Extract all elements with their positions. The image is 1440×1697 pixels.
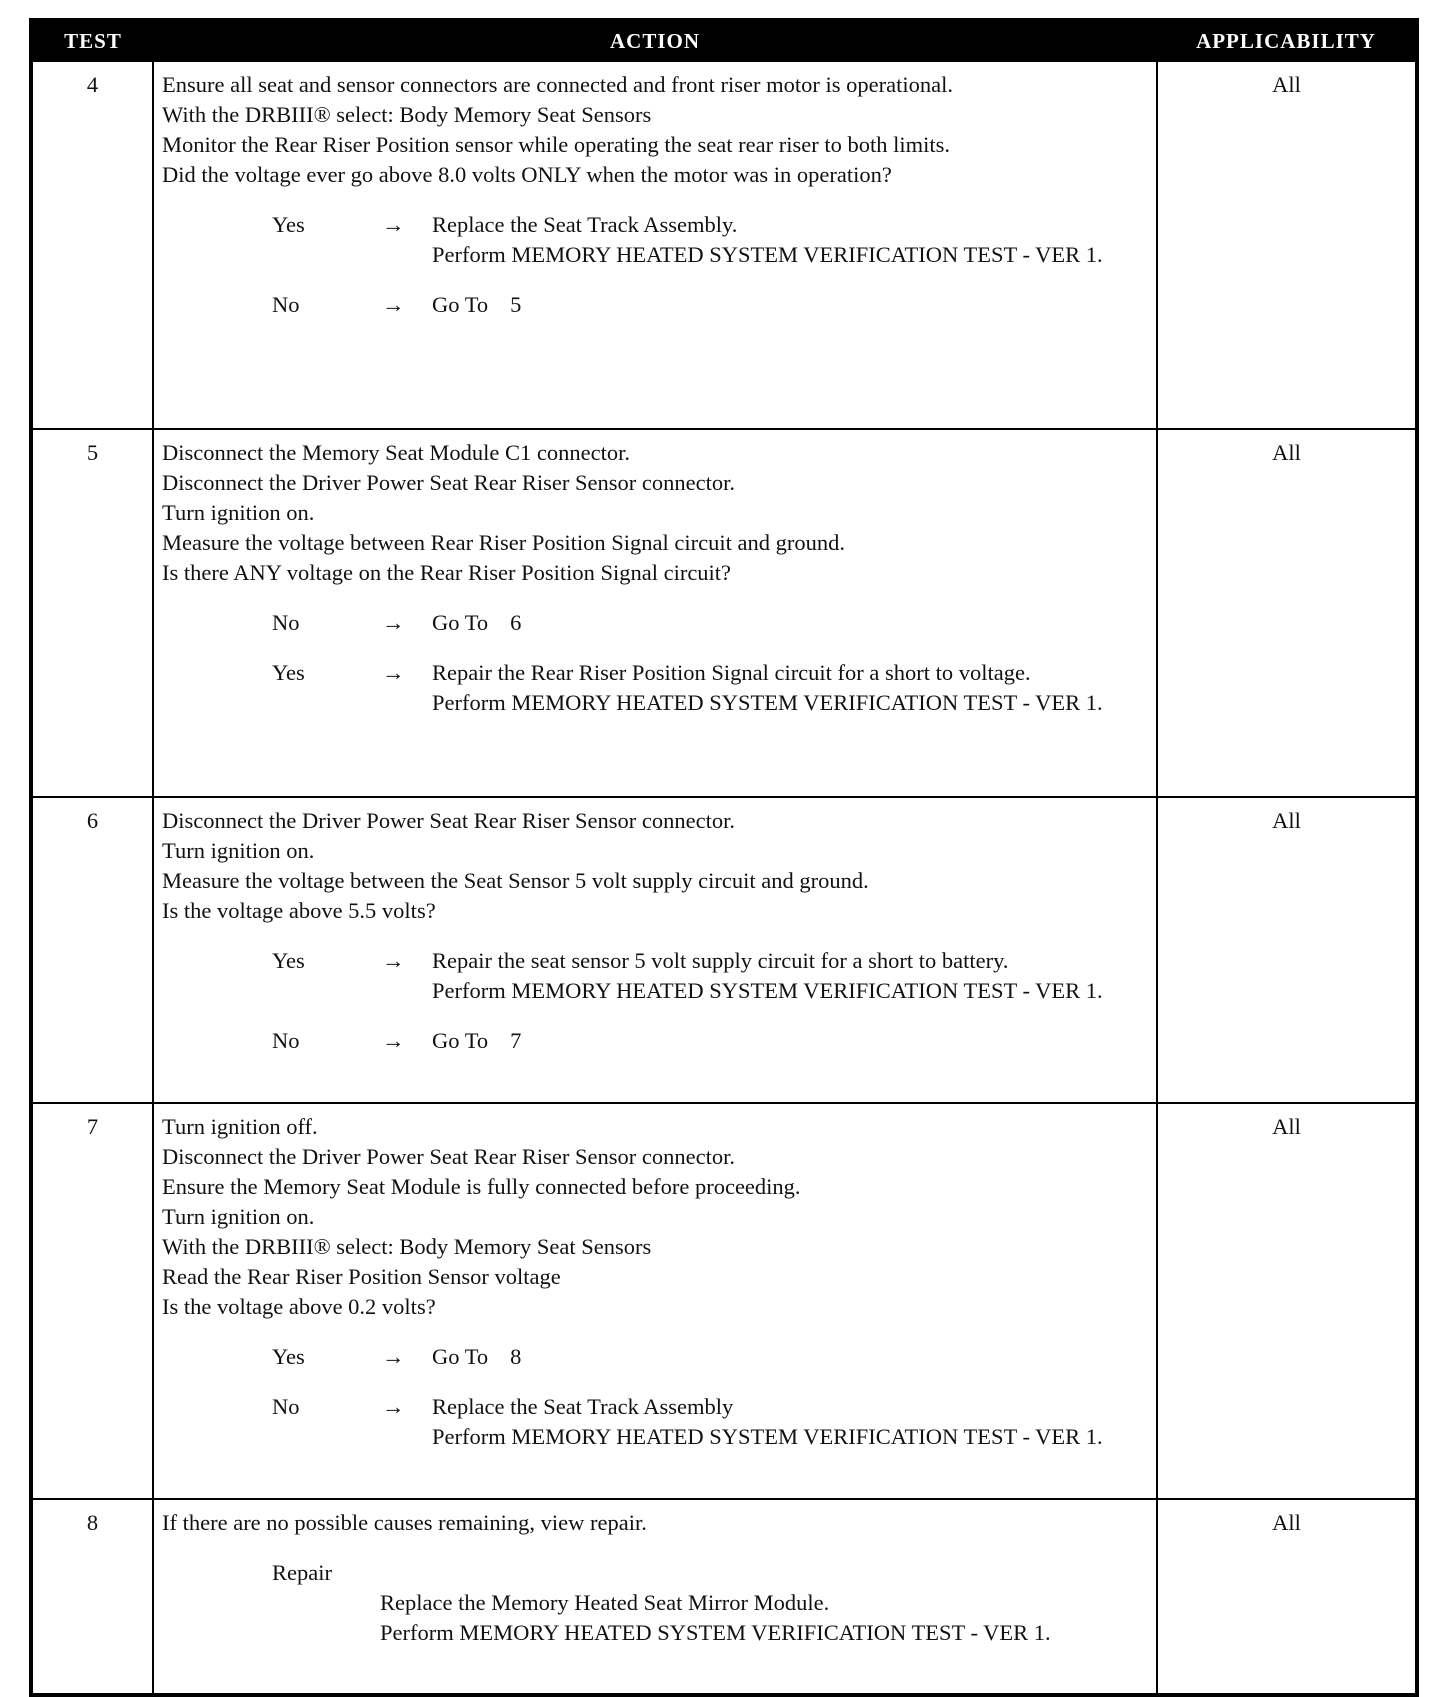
action-line: Did the voltage ever go above 8.0 volts ONLY when the motor was in operation? bbox=[162, 162, 892, 187]
applicability-value: All bbox=[1157, 1499, 1417, 1695]
arrow-icon: → bbox=[382, 660, 405, 685]
action-line: Monitor the Rear Riser Position sensor while operating the seat rear riser to both limits. bbox=[162, 132, 950, 157]
arrow-icon: → bbox=[382, 610, 405, 635]
answer-line: Perform MEMORY HEATED SYSTEM VERIFICATION TEST - VER 1. bbox=[432, 978, 1103, 1003]
applicability-value: All bbox=[1157, 429, 1417, 797]
applicability-value: All bbox=[1157, 797, 1417, 1103]
action-line: With the DRBIII® select: Body Memory Seat Sensors bbox=[162, 102, 652, 127]
table-header-row bbox=[31, 20, 1417, 61]
table-row-test-8 bbox=[31, 1499, 1417, 1695]
action-line: Disconnect the Driver Power Seat Rear Riser Sensor connector. bbox=[162, 1144, 735, 1169]
answer-line: Replace the Seat Track Assembly. bbox=[432, 212, 738, 237]
arrow-icon: → bbox=[382, 948, 405, 973]
repair-line: Perform MEMORY HEATED SYSTEM VERIFICATION TEST - VER 1. bbox=[380, 1620, 1051, 1645]
answer-line: Repair the Rear Riser Position Signal circuit for a short to voltage. bbox=[432, 660, 1031, 685]
action-cell bbox=[153, 1103, 1157, 1499]
answer-line: Perform MEMORY HEATED SYSTEM VERIFICATION TEST - VER 1. bbox=[432, 1424, 1103, 1449]
answer-no bbox=[162, 608, 1148, 638]
applicability-value: All bbox=[1157, 1103, 1417, 1499]
test-number: 5 bbox=[31, 429, 153, 797]
repair-body bbox=[162, 1588, 1148, 1648]
action-line: If there are no possible causes remaining, view repair. bbox=[162, 1510, 647, 1535]
answer-label: Yes bbox=[272, 1344, 305, 1369]
arrow-icon: → bbox=[382, 1028, 405, 1053]
action-line: Is the voltage above 5.5 volts? bbox=[162, 898, 436, 923]
goto-target: 8 bbox=[510, 1344, 522, 1369]
goto-text: Go To bbox=[432, 610, 489, 635]
answer-no bbox=[162, 290, 1148, 320]
answer-yes bbox=[162, 1342, 1148, 1372]
action-line: Turn ignition on. bbox=[162, 838, 315, 863]
answer-label: No bbox=[272, 292, 300, 317]
arrow-icon: → bbox=[382, 1394, 405, 1419]
action-line: Ensure the Memory Seat Module is fully connected before proceeding. bbox=[162, 1174, 801, 1199]
answer-label: Yes bbox=[272, 212, 305, 237]
action-line: Ensure all seat and sensor connectors are connected and front riser motor is operational. bbox=[162, 72, 953, 97]
test-number: 4 bbox=[31, 61, 153, 429]
answer-yes bbox=[162, 210, 1148, 270]
answer-line: Replace the Seat Track Assembly bbox=[432, 1394, 734, 1419]
action-cell bbox=[153, 1499, 1157, 1695]
goto-text: Go To bbox=[432, 1028, 489, 1053]
repair-label: Repair bbox=[272, 1560, 332, 1585]
action-cell bbox=[153, 61, 1157, 429]
applicability-value: All bbox=[1157, 61, 1417, 429]
answer-yes bbox=[162, 946, 1148, 1006]
action-line: Disconnect the Memory Seat Module C1 connector. bbox=[162, 440, 631, 465]
answer-label: No bbox=[272, 1028, 300, 1053]
test-number: 6 bbox=[31, 797, 153, 1103]
action-line: Read the Rear Riser Position Sensor voltage bbox=[162, 1264, 561, 1289]
answer-line: Perform MEMORY HEATED SYSTEM VERIFICATION TEST - VER 1. bbox=[432, 242, 1103, 267]
action-line: Disconnect the Driver Power Seat Rear Riser Sensor connector. bbox=[162, 808, 735, 833]
action-cell bbox=[153, 429, 1157, 797]
answer-no bbox=[162, 1026, 1148, 1056]
test-number: 7 bbox=[31, 1103, 153, 1499]
arrow-icon: → bbox=[382, 212, 405, 237]
answer-line: Repair the seat sensor 5 volt supply circuit for a short to battery. bbox=[432, 948, 1009, 973]
header-test: TEST bbox=[31, 20, 153, 61]
header-action: ACTION bbox=[153, 20, 1157, 61]
answer-label: No bbox=[272, 610, 300, 635]
diagnostic-test-table bbox=[29, 18, 1419, 1697]
answer-yes bbox=[162, 658, 1148, 718]
arrow-icon: → bbox=[382, 292, 405, 317]
action-line: Is the voltage above 0.2 volts? bbox=[162, 1294, 436, 1319]
answer-line: Perform MEMORY HEATED SYSTEM VERIFICATION TEST - VER 1. bbox=[432, 690, 1103, 715]
table-row-test-4 bbox=[31, 61, 1417, 429]
goto-text: Go To bbox=[432, 1344, 489, 1369]
table-row-test-6 bbox=[31, 797, 1417, 1103]
action-line: Disconnect the Driver Power Seat Rear Riser Sensor connector. bbox=[162, 470, 735, 495]
test-number: 8 bbox=[31, 1499, 153, 1695]
goto-target: 6 bbox=[510, 610, 522, 635]
action-cell bbox=[153, 797, 1157, 1103]
answer-label: Yes bbox=[272, 660, 305, 685]
answer-no bbox=[162, 1392, 1148, 1452]
goto-target: 7 bbox=[510, 1028, 522, 1053]
action-line: Is there ANY voltage on the Rear Riser Position Signal circuit? bbox=[162, 560, 732, 585]
table-row-test-7 bbox=[31, 1103, 1417, 1499]
action-line: With the DRBIII® select: Body Memory Seat Sensors bbox=[162, 1234, 652, 1259]
action-line: Turn ignition on. bbox=[162, 1204, 315, 1229]
action-line: Turn ignition on. bbox=[162, 500, 315, 525]
action-line: Turn ignition off. bbox=[162, 1114, 318, 1139]
action-line: Measure the voltage between Rear Riser Position Signal circuit and ground. bbox=[162, 530, 845, 555]
action-line: Measure the voltage between the Seat Sensor 5 volt supply circuit and ground. bbox=[162, 868, 869, 893]
arrow-icon: → bbox=[382, 1344, 405, 1369]
table-row-test-5 bbox=[31, 429, 1417, 797]
answer-label: No bbox=[272, 1394, 300, 1419]
goto-text: Go To bbox=[432, 292, 489, 317]
test-procedure-page bbox=[29, 18, 1415, 1662]
goto-target: 5 bbox=[510, 292, 522, 317]
answer-label: Yes bbox=[272, 948, 305, 973]
repair-line: Replace the Memory Heated Seat Mirror Module. bbox=[380, 1590, 830, 1615]
header-applicability: APPLICABILITY bbox=[1157, 20, 1417, 61]
